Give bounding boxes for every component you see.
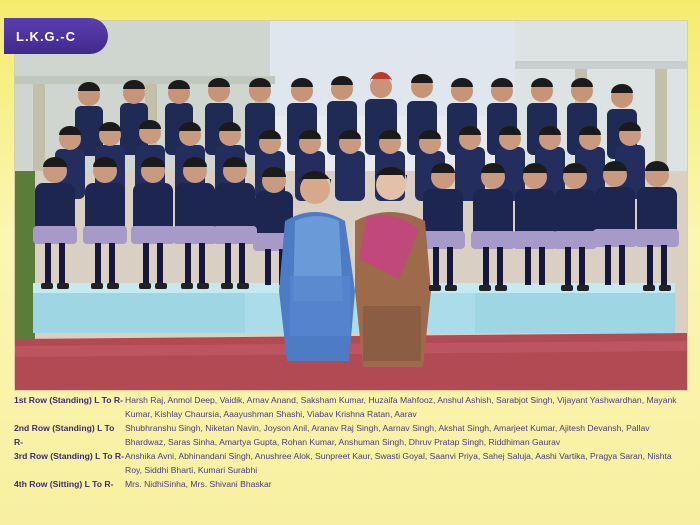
caption-row-label: 2nd Row (Standing) L To R- [14, 423, 115, 447]
class-label: L.K.G.-C [16, 28, 76, 44]
caption-row-2 [14, 421, 686, 449]
caption-row-names: Anshika Avni, Abhinandani Singh, Anushree Alok, Sunpreet Kaur, Swasti Goyal, Saanvi Priya, Sahej Saluja, Aashi Vartika, Pragya Saran, Nishta Roy, Siddhi Bharti, Kumari Surabhi [125, 451, 672, 475]
class-group-photo-icon [15, 21, 687, 390]
class-label-badge [4, 18, 108, 54]
caption-row-names: Mrs. NidhiSinha, Mrs. Shivani Bhaskar [125, 479, 272, 489]
caption-row-label: 3rd Row (Standing) L To R- [14, 451, 124, 461]
caption-row-names: Harsh Raj, Anmol Deep, Vaidik, Arnav Anand, Saksham Kumar, Huzaifa Mahfooz, Anshul Ashish, Sarabjot Singh, Vijayant Yashwardhan, Mayank Kumar, Kishlay Chaursia, Aaayushman Shashi, Viabav Krishna Ratan, Aarav [125, 395, 677, 419]
caption-row-label: 1st Row (Standing) L To R- [14, 395, 124, 405]
class-photo [14, 20, 688, 391]
caption-row-1 [14, 393, 686, 421]
caption-row-names: Shubhranshu Singh, Niketan Navin, Joyson Anil, Aranav Raj Singh, Aarnav Singh, Akshat Singh, Amarjeet Kumar, Ajitesh Devansh, Pallav Bhardwaz, Saras Sinha, Amartya Gupta, Rohan Kumar, Anshuman Singh, Dhruv Pratap Singh, Riddhiman Gaurav [125, 423, 650, 447]
caption-row-4 [14, 477, 686, 491]
caption-row-label: 4th Row (Sitting) L To R- [14, 479, 114, 489]
caption-row-3 [14, 449, 686, 477]
photo-captions [14, 393, 686, 521]
